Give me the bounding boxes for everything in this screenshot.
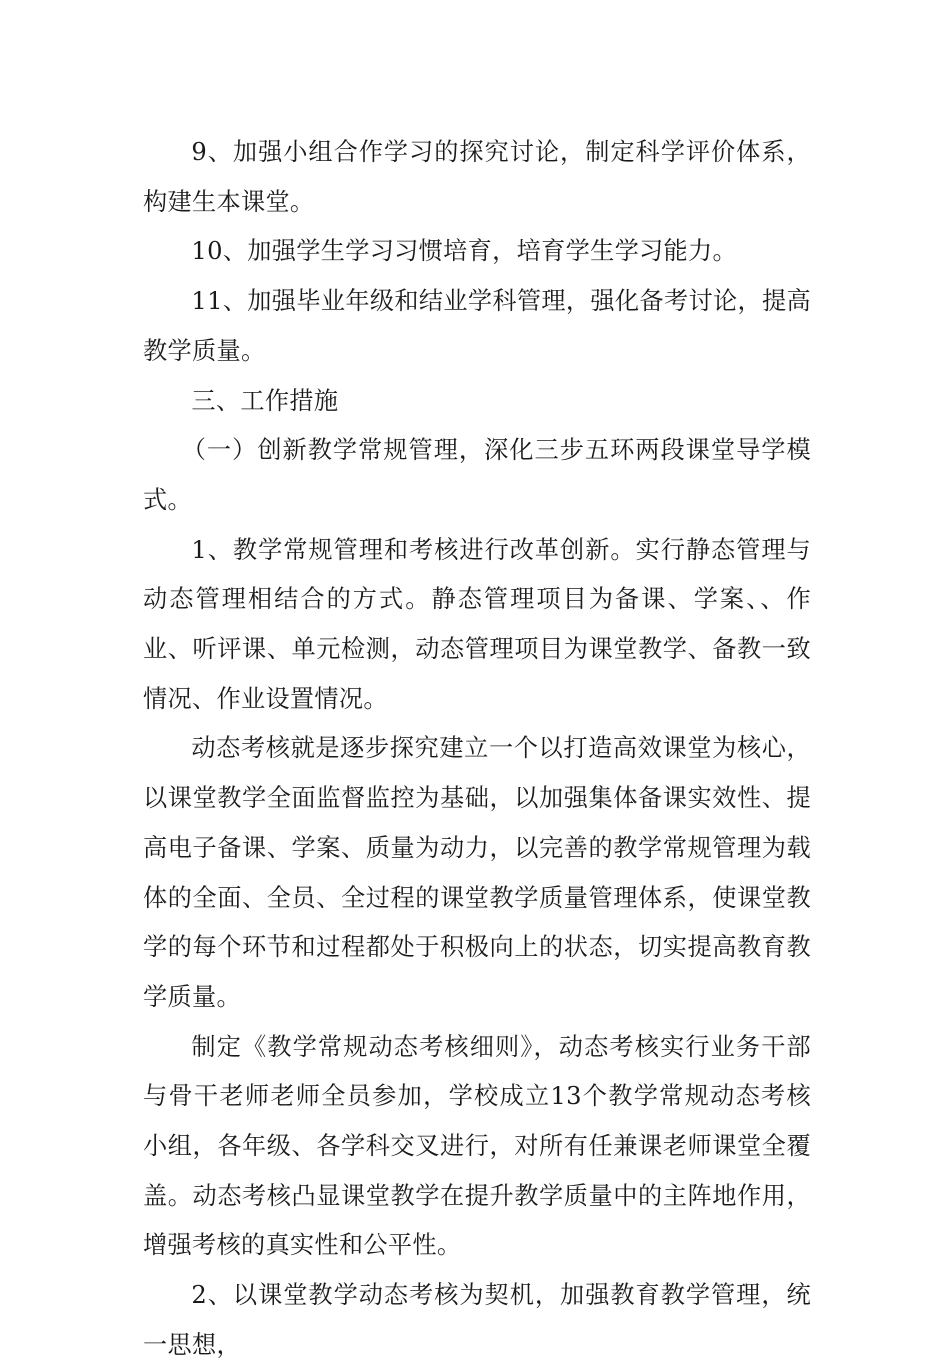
document-body — [143, 128, 811, 1371]
paragraph-item-11: 11、加强毕业年级和结业学科管理，强化备考讨论，提高教学质量。 — [143, 287, 811, 365]
paragraph-measure-1: 1、教学常规管理和考核进行改革创新。实行静态管理与动态管理相结合的方式。静态管理项目为备课、学案、、作业、听评课、单元检测，动态管理项目为课堂教学、备教一致情况、作业设置情况。 — [143, 535, 811, 713]
paragraph-item-10: 10、加强学生学习习惯培育，培育学生学习能力。 — [191, 237, 738, 266]
paragraph-assessment-rules: 制定《教学常规动态考核细则》，动态考核实行业务干部与骨干老师老师全员参加，学校成立13个教学常规动态考核小组，各年级、各学科交叉进行，对所有任兼课老师课堂全覆盖。动态考核凸显课堂教学在提升教学质量中的主阵地作用，增强考核的真实性和公平性。 — [143, 1032, 811, 1260]
paragraph-dynamic-assessment: 动态考核就是逐步探究建立一个以打造高效课堂为核心，以课堂教学全面监督监控为基础，以加强集体备课实效性、提高电子备课、学案、质量为动力，以完善的教学常规管理为载体的全面、全员、全过程的课堂教学质量管理体系，使课堂教学的每个环节和过程都处于积极向上的状态，切实提高教育教学质量。 — [143, 734, 811, 1011]
subsection-heading-1: （一）创新教学常规管理，深化三步五环两段课堂导学模式。 — [143, 436, 811, 514]
paragraph-measure-2: 2、以课堂教学动态考核为契机，加强教育教学管理，统一思想， — [143, 1281, 811, 1359]
paragraph-item-9: 9、加强小组合作学习的探究讨论，制定科学评价体系，构建生本课堂。 — [143, 138, 811, 216]
section-heading-work-measures: 三、工作措施 — [191, 386, 339, 415]
